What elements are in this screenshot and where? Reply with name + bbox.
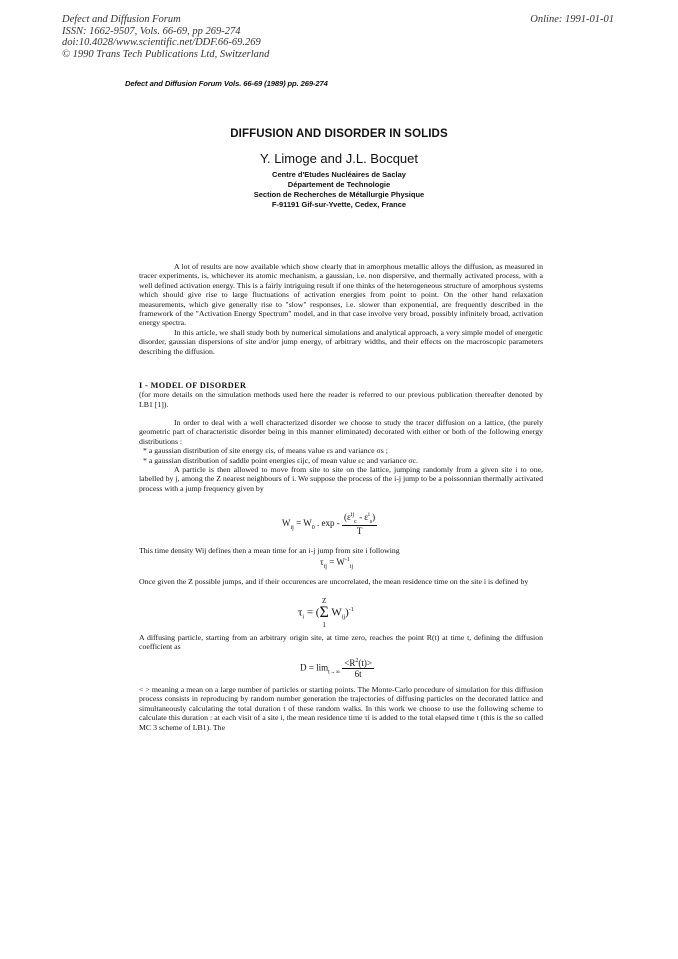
paragraph-scope: In this article, we shall study both by numerical simulations and analytical approach, a very simple model of energetic disorder, gaussian dispersions of site and/or jump energy, of arbitrary widths, and their effects on the macroscopic parameters describing the diffusion.: [139, 327, 543, 356]
paper-title: DIFFUSION AND DISORDER IN SOLIDS: [230, 128, 448, 140]
model-block: [139, 418, 543, 493]
online-date: Online: 1991-01-01: [530, 14, 614, 25]
equation-residence-time: $\tau_i = (Z$ Σ 1 $W_{ij})^{-1}$: [298, 597, 354, 629]
copyright-line: © 1990 Trans Tech Publications Ltd, Switzerland: [62, 48, 270, 60]
paragraph-model: In order to deal with a well characterized disorder we choose to study the tracer diffusion on a lattice, (the purely geometric part of characteristic disorder being in this manner eliminated) decorated with either or both of the following energy distributions :: [139, 418, 543, 446]
section-heading: I - MODEL OF DISORDER: [139, 381, 247, 390]
journal-header: [62, 14, 269, 60]
paragraph-intro: A lot of results are now available which show clearly that in amorphous metallic alloys the diffusion, as measured in tracer experiments, is, whichever its atomic mechanism, a gaussian, i.e. non dispersive, and thermally activated process, with a well defined activation energy. This is a fairly intriguing result if one thinks of the heterogeneous structure of amorphous systems which should give rise to large fluctuations of activation energies from point to point. On the other hand relaxation measurements, which give generally rise to "slow" responses, i.e. slower than exponential, are frequently described in the framework of the "Activation Energy Spectrum" model, and in that case involve very broad, possibly infinitely broad, activation energy spectra.: [139, 262, 543, 328]
p6-block: [139, 577, 543, 586]
section-1-block: [139, 381, 543, 409]
affiliation-line: F-91191 Gif-sur-Yvette, Cedex, France: [271, 200, 407, 209]
paragraph-jump: A particle is then allowed to move from site to site on the lattice, jumping randomly from a given site i to one, labelled by j, among the Z nearest neighbours of i. We suppose the process of the i-j jump to be a poissonnian thermally activated process with a jump frequency given by: [139, 465, 543, 493]
running-head: Defect and Diffusion Forum Vols. 66-69 (1989) pp. 269-274: [125, 79, 328, 88]
equation-mean-jump-time: $\tau_{ij} = W^{-1}_{ij}$: [320, 557, 354, 570]
p8-block: [139, 685, 543, 732]
equation-fraction: $\frac{(\varepsilon^{ij}_c - \varepsilon^i_s)}{T}$: [344, 512, 376, 536]
affiliation-line: Section de Recherches de Métallurgie Physique: [253, 190, 425, 199]
affiliation-line: Centre d'Etudes Nucléaires de Saclay: [272, 170, 406, 179]
affiliation-line: Département de Technologie: [287, 180, 391, 189]
bullet-saddle-energy: * a gaussian distribution of saddle point energies εijc, of mean value εc and variance σc.: [143, 455, 418, 465]
section-intro: (for more details on the simulation methods used here the reader is referred to our previous publication thereafter denoted by LB1 [1]).: [139, 390, 543, 409]
paragraph-time-density: This time density Wij defines then a mean time for an i-j jump from site i following: [139, 546, 400, 555]
paper-authors: Y. Limoge and J.L. Bocquet: [259, 151, 419, 166]
equation-jump-frequency: $W_{ij} = W_0$ . exp - $\frac{(\varepsilon^{ij}_c - \varepsilon^i_s)}{T}$: [282, 512, 376, 536]
p7-block: [139, 633, 543, 652]
journal-name: Defect and Diffusion Forum: [62, 14, 181, 25]
paragraph-monte-carlo: < > meaning a mean on a large number of particles or starting points. The Monte-Carlo procedure of simulation for this diffusion process consists in reproducing by random number generation the trajectories of diffusing particles on the decorated lattice and simultaneously calculating the total duration t of these random walks. In this work we choose to use the following scheme to calculate this duration : at each visit of a site i, the mean residence time τi is added to the total elapsed time t (this is the so called MC 3 scheme of LB1). The: [139, 685, 543, 732]
paragraph-diffusion: A diffusing particle, starting from an arbitrary origin site, at time zero, reaches the point R(t) at time t, defining the diffusion coefficient as: [139, 633, 543, 652]
intro-block: [139, 262, 543, 356]
paragraph-residence: Once given the Z possible jumps, and if their occurences are uncorrelated, the mean residence time on the site i is defined by: [139, 577, 529, 586]
bullet-site-energy: * a gaussian distribution of site energy εis, of means value εs and variance σs ;: [143, 446, 388, 456]
affiliation-block: [0, 170, 678, 210]
equation-diffusion-coefficient: $D = \lim_{t\to\infty}$ $\frac{<R^2(t)>}{6t}$: [300, 658, 372, 679]
issn-line: ISSN: 1662-9507, Vols. 66-69, pp 269-274: [62, 25, 241, 37]
p5-block: [139, 546, 543, 555]
equation-fraction: $\frac{<R^2(t)>}{6t}$: [344, 658, 372, 679]
doi-line: doi:10.4028/www.scientific.net/DDF.66-69.269: [62, 37, 261, 49]
